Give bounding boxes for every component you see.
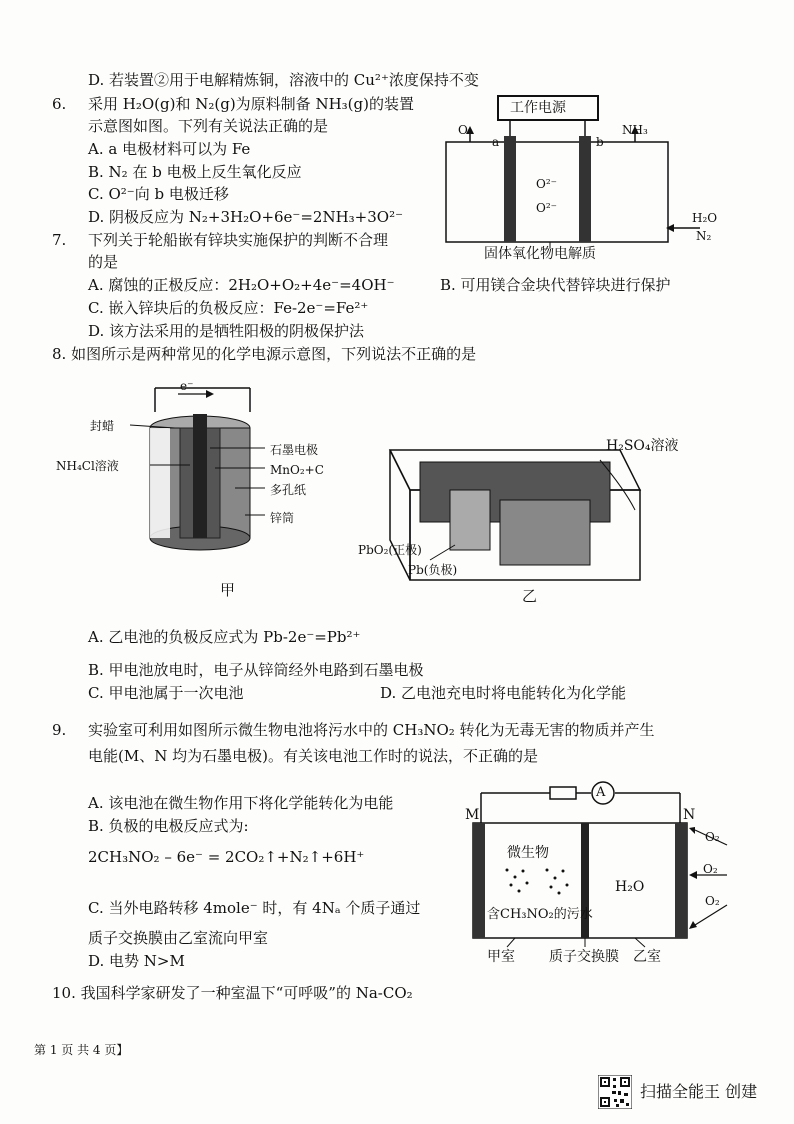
q10-stem: 10. 我国科学家研发了一种室温下“可呼吸”的 Na-CO₂ xyxy=(52,984,413,1002)
o2-arrow-label-1: O₂ xyxy=(705,830,720,844)
q9-stem-line1: 实验室可利用如图所示微生物电池将污水中的 CH₃NO₂ 转化为无毒无害的物质并产生 xyxy=(88,721,655,739)
seal-label: 封蜡 xyxy=(90,419,115,433)
electrode-m-label: M xyxy=(465,807,480,823)
graphite-label: 石墨电极 xyxy=(270,443,319,457)
qr-code-svg xyxy=(598,1075,632,1109)
lead-acid-diagram xyxy=(350,430,730,610)
resistor xyxy=(550,787,576,799)
h2so4-label: H₂SO₄溶液 xyxy=(606,438,679,454)
q8-option-a: A. 乙电池的负极反应式为 Pb-2e⁻=Pb²⁺ xyxy=(88,628,361,646)
q7-option-b: B. 可用镁合金块代替锌块进行保护 xyxy=(440,276,671,294)
ammeter-label: A xyxy=(596,785,606,800)
q8-option-b: B. 甲电池放电时，电子从锌筒经外电路到石墨电极 xyxy=(88,661,424,679)
q7-option-a: A. 腐蚀的正极反应：2H₂O+O₂+4e⁻=4OH⁻ xyxy=(88,276,395,294)
zinc-label: 锌筒 xyxy=(270,511,295,525)
h2o-chamber-label: H₂O xyxy=(615,879,645,895)
electrode-b xyxy=(579,136,591,242)
q9-option-c-line1: C. 当外电路转移 4mole⁻ 时，有 4Nₐ 个质子通过 xyxy=(88,899,421,917)
n2-label: N₂ xyxy=(696,229,712,243)
page-number: 第 1 页 共 4 页】 xyxy=(34,1043,129,1057)
nh3-label: NH₃ xyxy=(622,123,648,137)
q7-stem-line1: 下列关于轮船嵌有锌块实施保护的判断不合理 xyxy=(88,231,389,249)
electrolyte-label: 固体氧化物电解质 xyxy=(484,246,596,262)
dry-cell-diagram xyxy=(50,370,370,600)
q7-stem-line2: 的是 xyxy=(88,253,119,271)
h2o-label: H₂O xyxy=(692,211,718,225)
dry-cell-svg xyxy=(50,370,370,600)
q9-option-c-line2: 质子交换膜由乙室流向甲室 xyxy=(88,929,269,947)
q6-electrolysis-diagram xyxy=(440,90,730,265)
q6-number: 6. xyxy=(52,95,67,113)
electrode-n-label: N xyxy=(683,807,696,823)
power-label: 工作电源 xyxy=(510,100,566,116)
chamber-yi-label: 乙室 xyxy=(633,949,661,965)
q9-option-b: B. 负极的电极反应式为: xyxy=(88,817,249,835)
pbo2-label: PbO₂(正极) xyxy=(358,543,422,557)
o2-ion-label-2: O²⁻ xyxy=(536,201,557,215)
microbial-cell-diagram xyxy=(455,775,740,975)
scanner-watermark: 扫描全能王 创建 xyxy=(640,1082,758,1101)
jia-caption: 甲 xyxy=(220,581,236,599)
qr-code-icon xyxy=(598,1075,632,1109)
q8-option-d: D. 乙电池充电时将电能转化为化学能 xyxy=(380,684,627,702)
q9-option-d: D. 电势 N>M xyxy=(88,952,185,970)
q9-stem-line2: 电能(M、N 均为石墨电极)。有关该电池工作时的说法，不正确的是 xyxy=(88,747,538,765)
lead-acid-svg xyxy=(350,430,730,610)
q8-option-c: C. 甲电池属于一次电池 xyxy=(88,684,244,702)
o2-arrow-label-3: O₂ xyxy=(705,894,720,908)
q6-stem-line1: 采用 H₂O(g)和 N₂(g)为原料制备 NH₃(g)的装置 xyxy=(88,95,414,113)
electrode-a-label: a xyxy=(492,135,500,149)
q5-option-d: D. 若装置②用于电解精炼铜，溶液中的 Cu²⁺浓度保持不变 xyxy=(88,71,479,89)
q9-equation: 2CH₃NO₂ – 6e⁻ = 2CO₂↑+N₂↑+6H⁺ xyxy=(88,848,365,866)
q6-option-a: A. a 电极材料可以为 Fe xyxy=(88,140,251,158)
wastewater-label: 含CH₃NO₂的污水 xyxy=(487,907,593,922)
o2-label: O₂ xyxy=(458,123,473,137)
pb-label: Pb(负极) xyxy=(408,563,458,577)
mno2-label: MnO₂+C xyxy=(270,463,324,477)
q6-option-b: B. N₂ 在 b 电极上反生氧化反应 xyxy=(88,163,302,181)
q9-number: 9. xyxy=(52,721,67,739)
q6-option-c: C. O²⁻向 b 电极迁移 xyxy=(88,185,229,203)
nh4cl-label: NH₄Cl溶液 xyxy=(56,459,119,473)
electrode-b-label: b xyxy=(596,135,604,149)
q6-option-d: D. 阴极反应为 N₂+3H₂O+6e⁻=2NH₃+3O²⁻ xyxy=(88,208,404,226)
yi-caption: 乙 xyxy=(522,587,538,605)
o2-ion-label-1: O²⁻ xyxy=(536,177,557,191)
q7-option-c: C. 嵌入锌块后的负极反应：Fe-2e⁻=Fe²⁺ xyxy=(88,299,369,317)
chamber-jia-label: 甲室 xyxy=(487,949,515,965)
electrode-n xyxy=(675,823,687,938)
q7-option-d: D. 该方法采用的是牺牲阳极的阴极保护法 xyxy=(88,322,365,340)
q7-number: 7. xyxy=(52,231,67,249)
cell-box xyxy=(446,142,668,242)
paper-label: 多孔纸 xyxy=(270,483,307,497)
o2-arrow-label-2: O₂ xyxy=(703,862,718,876)
membrane-label: 质子交换膜 xyxy=(549,949,619,965)
q8-stem: 8. 如图所示是两种常见的化学电源示意图，下列说法不正确的是 xyxy=(52,345,477,363)
electron-label: e⁻ xyxy=(180,379,194,393)
q6-stem-line2: 示意图如图。下列有关说法正确的是 xyxy=(88,117,329,135)
electrode-m xyxy=(473,823,485,938)
q9-option-a: A. 该电池在微生物作用下将化学能转化为电能 xyxy=(88,794,394,812)
electrode-a xyxy=(504,136,516,242)
microbe-label: 微生物 xyxy=(507,845,549,861)
q6-diagram-svg xyxy=(440,90,730,265)
microbial-cell-svg xyxy=(455,775,740,975)
